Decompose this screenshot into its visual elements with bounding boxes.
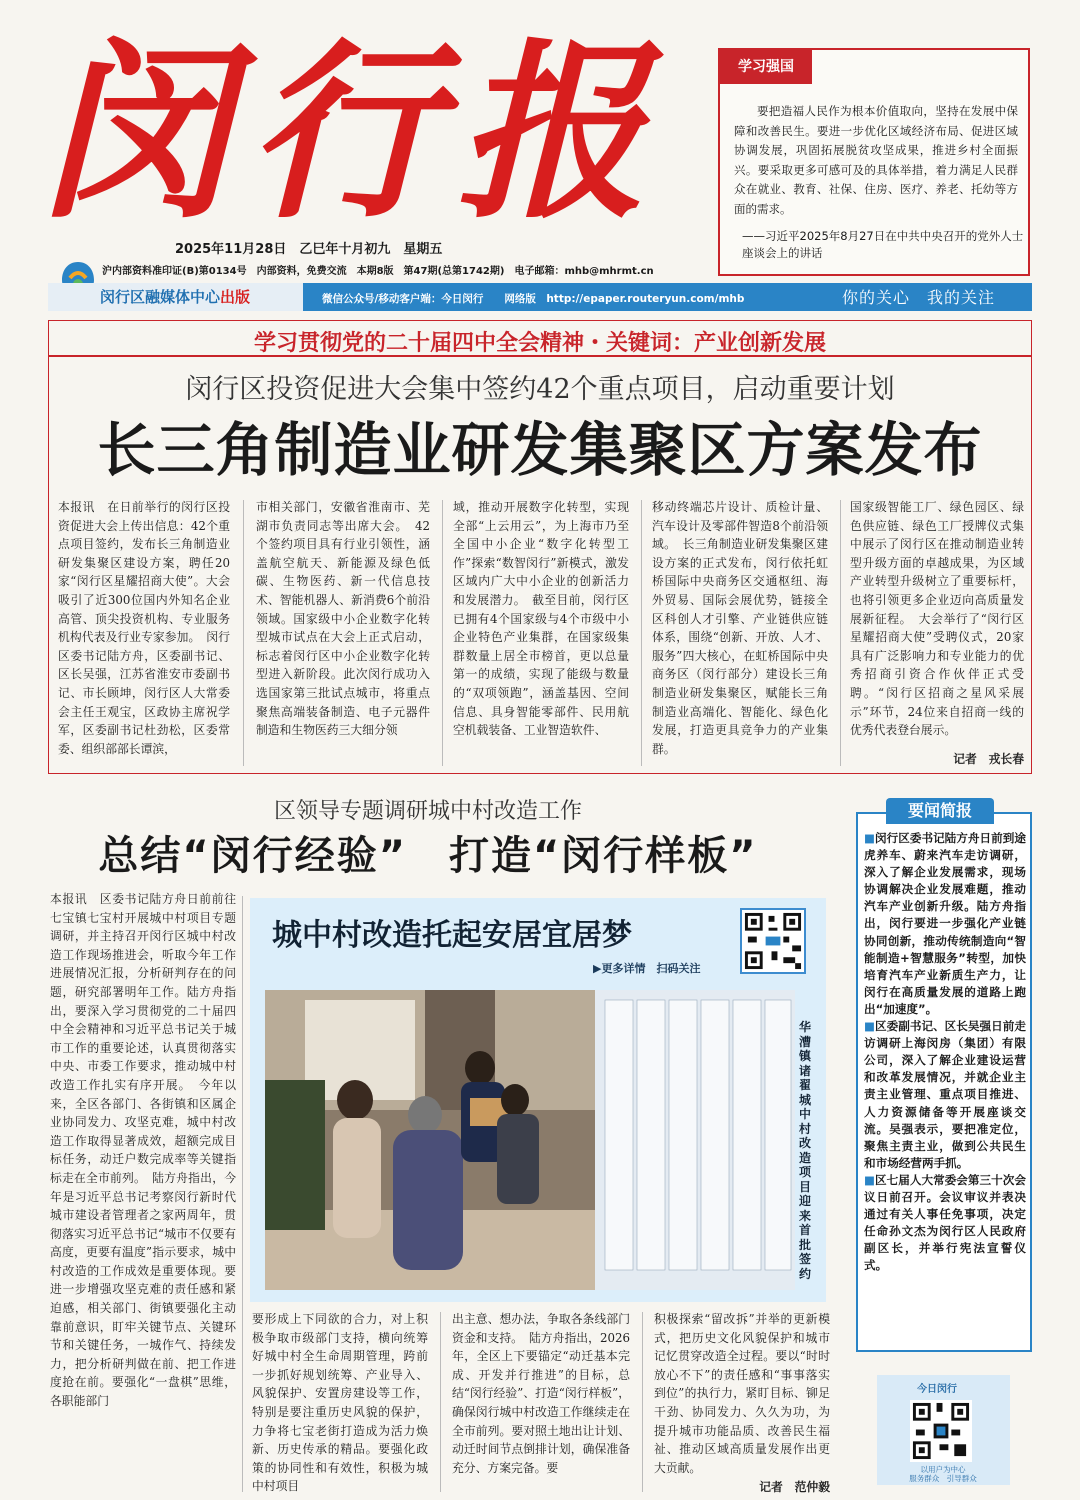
lead-story-column-5: 国家级智能工厂、绿色园区、绿色供应链、绿色工厂授牌仪式集中展示了闵行区在推动制造业转型升级方面的卓越成果，为区域产业转型升级树立了重要标杆，也将引领更多企业迈向高质量发展新征程。 大会举行了“闵行区星耀招商大使”受聘仪式，20家具有广泛影响力和专业能力的优秀招商引资合作伙伴正式受聘。“闵行区招商之星风采展示”环节，24位来自招商一线的优秀代表登台展示。 xyxy=(850,500,1024,738)
column-divider xyxy=(840,500,841,766)
dateline: 2025年11月28日 乙巳年十月初九 星期五 xyxy=(175,242,443,257)
qr-code-icon[interactable] xyxy=(910,1400,972,1462)
publisher-name-text: 闵行区融媒体中心 xyxy=(100,288,221,306)
column-divider xyxy=(442,500,443,766)
lead-story-column-2: 市相关部门，安徽省淮南市、芜湖市负责同志等出席大会。 42个签约项目具有行业引领性，涵盖航空航天、新能源及绿色低碳、生物医药、新一代信息技术、智能机器人、新消费6个前沿领域。国家级中小企业数字化转型城市试点在大会上正式启动，标志着闵行区中小企业数字化转型进入新阶段。此次闵行成功入选国家第三批试点城市，将重点聚焦高端装备制造、电子元器件制造和生物医药三大细分领 xyxy=(256,500,430,738)
brief-item xyxy=(864,1172,1026,1275)
square-bullet-icon: ■ xyxy=(864,1019,875,1034)
second-story-column-4: 积极探索“留改拆”并举的更新模式，把历史文化风貌保护和城市记忆贯穿改造全过程。要以“时时放心不下”的责任感和“事事落实到位”的执行力，紧盯目标、铆足干劲、协同发力、久久为功，为提升城市功能品质、改善民生福祉、推动区域高质量发展作出更大贡献。 xyxy=(654,1312,830,1475)
newspaper-masthead: 闵行报 xyxy=(40,21,665,244)
lead-story-column-1: 本报讯 在日前举行的闵行区投资促进大会上传出信息：42个重点项目签约，发布长三角制造业研发集聚区建设方案，聘任20家“闵行区星耀招商大使”。大会吸引了近300位国内外知名企业高管、顶尖投资机构、专业服务机构代表及行业专家参加。 闵行区委书记陆方舟，区委副书记、区长吴强，江苏省淮安市委副书记、市长顾坤，闵行区人大常委会主任王观宝，区政协主席祝学军，区委副书记杜劲松，区委常委、组织部部长谭滨， xyxy=(58,500,230,756)
news-brief-list xyxy=(864,830,1026,1274)
brief-item-text: 区七届人大常委会第三十次会议日前召开。会议审议并表决通过有关人事任免事项，决定任命孙文杰为闵行区人民政府副区长，并举行宪法宣誓仪式。 xyxy=(864,1172,1026,1273)
more-details-link[interactable]: ▶更多详情 扫码关注 xyxy=(593,962,701,975)
xuexi-qiangguo-logo[interactable]: 学习强国 xyxy=(720,50,812,84)
photo-feature-title: 城中村改造托起安居宜居梦 xyxy=(272,918,632,953)
app-logo: 今日闵行 xyxy=(917,1384,957,1395)
news-brief-tab[interactable]: 要闻简报 xyxy=(886,798,994,824)
lead-story-column-3: 域，推动开展数字化转型，实现全部“上云用云”，为上海市乃至全国中小企业“数字化转型工作”探索“数智闵行”新模式，激发区域内广大中小企业的创新活力和发展潜力。 截至目前，闵行区已拥有4个国家级与4个市级中小企业特色产业集群，在国家级集群数量上居全市榜首，更以总量第一的成绩，实现了能级与数量的“双项领跑”，涵盖基因、空间信息、具身智能零部件、民用航空机载装备、工业智造软件、 xyxy=(453,500,629,738)
lead-story-byline: 记者 戎长春 xyxy=(953,752,1024,766)
lead-story-column-4: 移动终端芯片设计、质检计量、汽车设计及零部件智造8个前沿领域。 长三角制造业研发集聚区建设方案的正式发布，闵行依托虹桥国际中央商务区交通枢纽、海外贸易、国际会展优势，链接全区科创人才引擎、产业链供应链体系，围绕“创新、开放、人才、服务”四大核心，在虹桥国际中央商务区（闵行部分）建设长三角制造业研发集聚区，赋能长三角制造业高端化、智能化、绿色化发展，打造更具竞争力的产业集群。 xyxy=(652,500,828,756)
lead-story-subtitle: 闵行区投资促进大会集中签约42个重点项目，启动重要计划 xyxy=(185,374,895,405)
publisher-links[interactable]: 微信公众号/移动客户端：今日闵行 网络版 http://epaper.routeryun.com/mhb xyxy=(322,293,745,305)
brief-item xyxy=(864,830,1026,1018)
column-divider xyxy=(243,500,244,766)
lead-story-headline[interactable]: 长三角制造业研发集聚区方案发布 xyxy=(97,416,983,484)
photo-caption: 华漕镇诸翟城中村改造项目迎来首批签约 xyxy=(799,1020,812,1281)
brief-item xyxy=(864,1018,1026,1172)
second-story-column-3: 出主意、想办法，争取各条线部门资金和支持。 陆方舟指出，2026年，全区上下要锚定“动迁基本完成、开发并行推进”的目标，总结“闵行经验”、打造“闵行样板”，确保闵行城中村改造工作继续走在全市前列。要对照土地出让计划、动迁时间节点倒排计划，确保准备充分、方案完备。要 xyxy=(452,1312,630,1475)
second-story-column-1: 本报讯 区委书记陆方舟日前前往七宝镇七宝村开展城中村项目专题调研，并主持召开闵行区城中村改造工作现场推进会，听取今年工作进展情况汇报，分析研判存在的问题，研究部署明年工作。陆方舟指出，要深入学习贯彻党的二十届四中全会精神和习近平总书记关于城市工作的重要论述，认真贯彻落实中央、市委工作要求，推动城中村改造工作扎实有序开展。 今年以来，全区各部门、各街镇和区属企业协同发力、攻坚克难，城中村改造工作取得显著成效，超额完成目标任务，动迁户数完成率等关键指标走在全市前列。 陆方舟指出，今年是习近平总书记考察闵行新时代城市建设者管理者之家两周年，贯彻落实习近平总书记“城市不仅要有高度，更要有温度”指示要求，城中村改造的工作成效是重要体现。要进一步增强攻坚克难的责任感和紧迫感，相关部门、街镇要强化主动靠前意识，盯牢关键节点、关键环节和关键任务，一城作气、持续发力，把分析研判做在前、把工作进度抢在前。要强化“一盘棋”思维，各职能部门 xyxy=(50,892,236,1409)
square-bullet-icon: ■ xyxy=(864,831,875,845)
publisher-name xyxy=(100,286,250,307)
registration-info: 沪内部资料准印证(B)第0134号 内部资料，免费交流 本期8版 第47期(总第1742期) 电子邮箱：mhb@mhrmt.cn xyxy=(102,266,654,277)
brief-item-text: 区委副书记、区长吴强日前走访调研上海闵房（集团）有限公司，深入了解企业建设运营和改革发展情况，并就企业主责主业管理、重点项目推进、人力资源储备等开展座谈交流。吴强表示，要把准定位，聚焦主责主业，做到公共民生和市场经营两手抓。 xyxy=(864,1019,1026,1170)
slogan: 你的关心 我的关注 xyxy=(842,288,996,307)
second-story-headline[interactable]: 总结“闵行经验” 打造“闵行样板” xyxy=(98,833,758,879)
quote-text: 要把造福人民作为根本价值取向，坚持在发展中保障和改善民生。要进一步优化区域经济布局、促进区域协调发展，巩固拓展脱贫攻坚成果，推进乡村全面振兴。要采取更多可感可及的具体举措，着力满足人民群众在就业、教育、社保、住房、医疗、养老、托幼等方面的需求。 xyxy=(734,104,1018,216)
publisher-suffix: 出版 xyxy=(220,288,251,306)
second-story-column-2: 要形成上下同欲的合力，对上积极争取市级部门支持，横向统筹好城中村全生命周期管理，跨前一步抓好规划统筹、产业导入、风貌保护、安置房建设等工作，特别是要注重历史风貌的保护，力争将七宝老街打造成为活力焕新、历史传承的精品。要强化政策的协同性和有效性，积极为城中村项目 xyxy=(252,1312,428,1494)
column-divider xyxy=(440,1312,441,1492)
second-story-byline: 记者 范仲毅 xyxy=(759,1480,830,1494)
news-photo xyxy=(265,990,795,1290)
qr-code-icon[interactable] xyxy=(740,908,806,974)
qr-caption-line-1: 以用户为中心 xyxy=(920,1465,966,1474)
second-story-subtitle: 区领导专题调研城中村改造工作 xyxy=(273,799,582,824)
column-divider xyxy=(641,500,642,766)
square-bullet-icon: ■ xyxy=(864,1172,875,1187)
column-divider xyxy=(642,1312,643,1492)
qr-caption-line-2: 服务群众 引导群众 xyxy=(909,1474,977,1483)
qr-caption xyxy=(878,1465,1008,1483)
quote-source: ——习近平2025年8月27日在中共中央召开的党外人士座谈会上的讲话 xyxy=(742,229,1024,260)
brief-item-text: 闵行区委书记陆方舟日前到途虎养车、蔚来汽车走访调研，深入了解企业发展需求，现场协调解决企业发展难题，推动汽车产业创新升级。陆方舟指出，闵行要进一步强化产业链协同创新，推动传统制造向“智能制造+智慧服务”转型，加快培育汽车产业新质生产力，让闵行在高质量发展的道路上跑出“加速度”。 xyxy=(864,831,1026,1016)
column-divider xyxy=(242,896,243,1492)
lead-story-kicker: 学习贯彻党的二十届四中全会精神・关键词：产业创新发展 xyxy=(253,331,826,356)
